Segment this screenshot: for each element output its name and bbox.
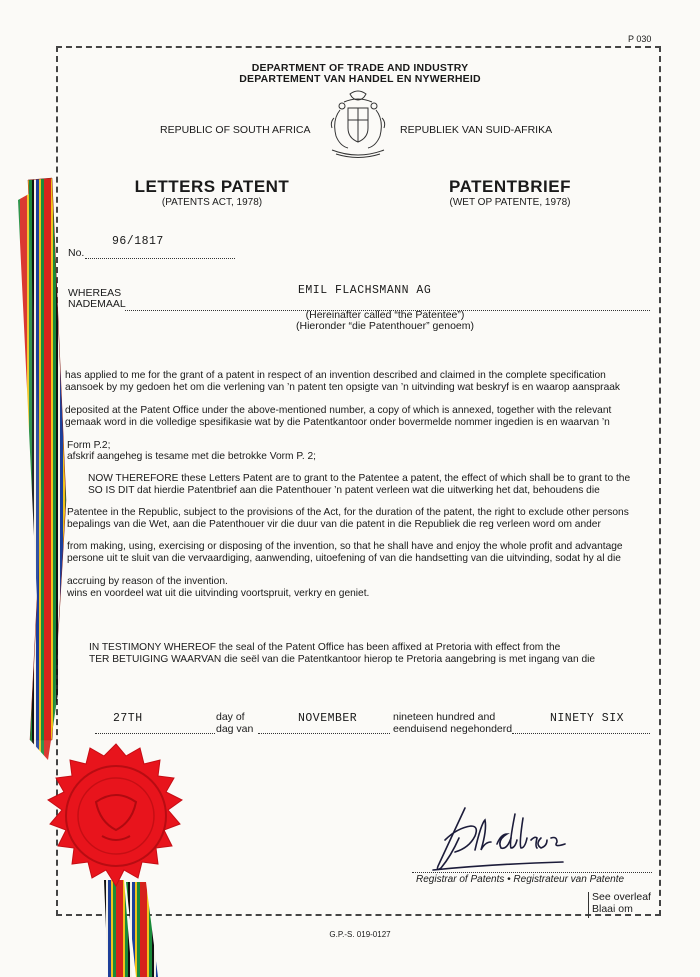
coat-of-arms-emblem (320, 88, 396, 164)
registrar-signature (425, 800, 575, 880)
dept-name-en: DEPARTMENT OF TRADE AND INDUSTRY (251, 62, 469, 74)
subtitle-wet-op-patente: (WET OP PATENTE, 1978) (449, 197, 571, 208)
signature-line (412, 872, 652, 873)
year-line (512, 732, 650, 734)
para8-af: TER BETUIGING WAARVAN die seël van die Patentkantoor hierop te Pretoria aangebring is met ingang van die (89, 654, 596, 665)
republic-name-af: REPUBLIEK VAN SUID-AFRIKA (400, 124, 553, 136)
para3-en: Form P.2; (67, 440, 111, 451)
wax-seal (16, 740, 216, 920)
month-line (258, 732, 390, 734)
whereas-label-af: NADEMAAL (68, 298, 126, 310)
para1-en: has applied to me for the grant of a patent in respect of an invention described and claimed in the complete specification (65, 370, 606, 381)
title-letters-patent: LETTERS PATENT (134, 177, 290, 196)
para4-af: SO IS DIT dat hierdie Patentbrief aan die Patenthouer ’n patent verleen wat die uitwerking het dat, behoudens die (88, 485, 600, 496)
para5-en: Patentee in the Republic, subject to the provisions of the Act, for the duration of the patent, the right to exclude other persons (67, 507, 629, 518)
whereas-label-en: WHEREAS (68, 287, 122, 299)
year-label-af: eenduisend negehonderd (393, 723, 513, 735)
date-year-value: NINETY SIX (550, 712, 625, 725)
para6-af: persone uit te sluit van die vervaardiging, aanwending, uitoefening of van die handsetting van die uitvinding, sodat hy al die (67, 553, 621, 564)
para2-en: deposited at the Patent Office under the above-mentioned number, a copy of which is annexed, together with the relevant (65, 405, 612, 416)
para2-af: gemaak word in die volledige spesifikasie wat by die Patentkantoor onder bovermelde nommer ingedien is en waarvan ’n (65, 417, 610, 428)
patent-number-value: 96/1817 (112, 235, 164, 248)
number-label: No. (68, 247, 85, 259)
see-overleaf-en: See overleaf (592, 891, 651, 903)
para1-af: aansoek by my gedoen het om die verlening van ’n patent ten opsigte van ’n uitvinding wat beskryf is en waarop aanspraak (65, 382, 620, 393)
para3-af: afskrif aangeheg is tesame met die betrokke Vorm P. 2; (67, 451, 316, 462)
patentee-note-en: (Hereinafter called “the Patentee”) (305, 309, 465, 321)
date-month-value: NOVEMBER (298, 712, 358, 725)
patentee-note-af: (Hieronder “die Patenthouer” genoem) (295, 320, 474, 332)
para8-en: IN TESTIMONY WHEREOF the seal of the Patent Office has been affixed at Pretoria with effect from the (89, 642, 561, 653)
para7-af: wins en voordeel wat uit die uitvinding voortspruit, verkry en geniet. (67, 588, 370, 599)
patentee-name: EMIL FLACHSMANN AG (298, 284, 432, 297)
date-day-value: 27TH (113, 712, 143, 725)
para4-en: NOW THEREFORE these Letters Patent are to grant to the Patentee a patent, the effect of which shall be to grant to the (88, 473, 631, 484)
para7-en: accruing by reason of the invention. (67, 576, 228, 587)
see-overleaf-af: Blaai om (592, 903, 633, 915)
day-label-en: day of (216, 711, 245, 723)
footer-print-code: G.P.-S. 019-0127 (329, 930, 391, 939)
subtitle-patents-act: (PATENTS ACT, 1978) (161, 197, 263, 208)
dept-name-af: DEPARTEMENT VAN HANDEL EN NYWERHEID (239, 73, 481, 85)
year-label-en: nineteen hundred and (393, 711, 496, 723)
registrar-caption: Registrar of Patents • Registrateur van Patente (416, 874, 625, 885)
para6-en: from making, using, exercising or disposing of the invention, so that he shall have and enjoy the whole profit and advantage (67, 541, 623, 552)
title-patentbrief: PATENTBRIEF (449, 177, 571, 196)
para5-af: bepalings van die Wet, aan die Patenthouer vir die duur van die patent in die Republiek die reg verleen word om ander (67, 519, 601, 530)
republic-name-en: REPUBLIC OF SOUTH AFRICA (160, 124, 311, 136)
overleaf-bracket (588, 892, 589, 918)
form-code: P 030 (628, 34, 652, 44)
day-label-af: dag van (216, 723, 254, 735)
